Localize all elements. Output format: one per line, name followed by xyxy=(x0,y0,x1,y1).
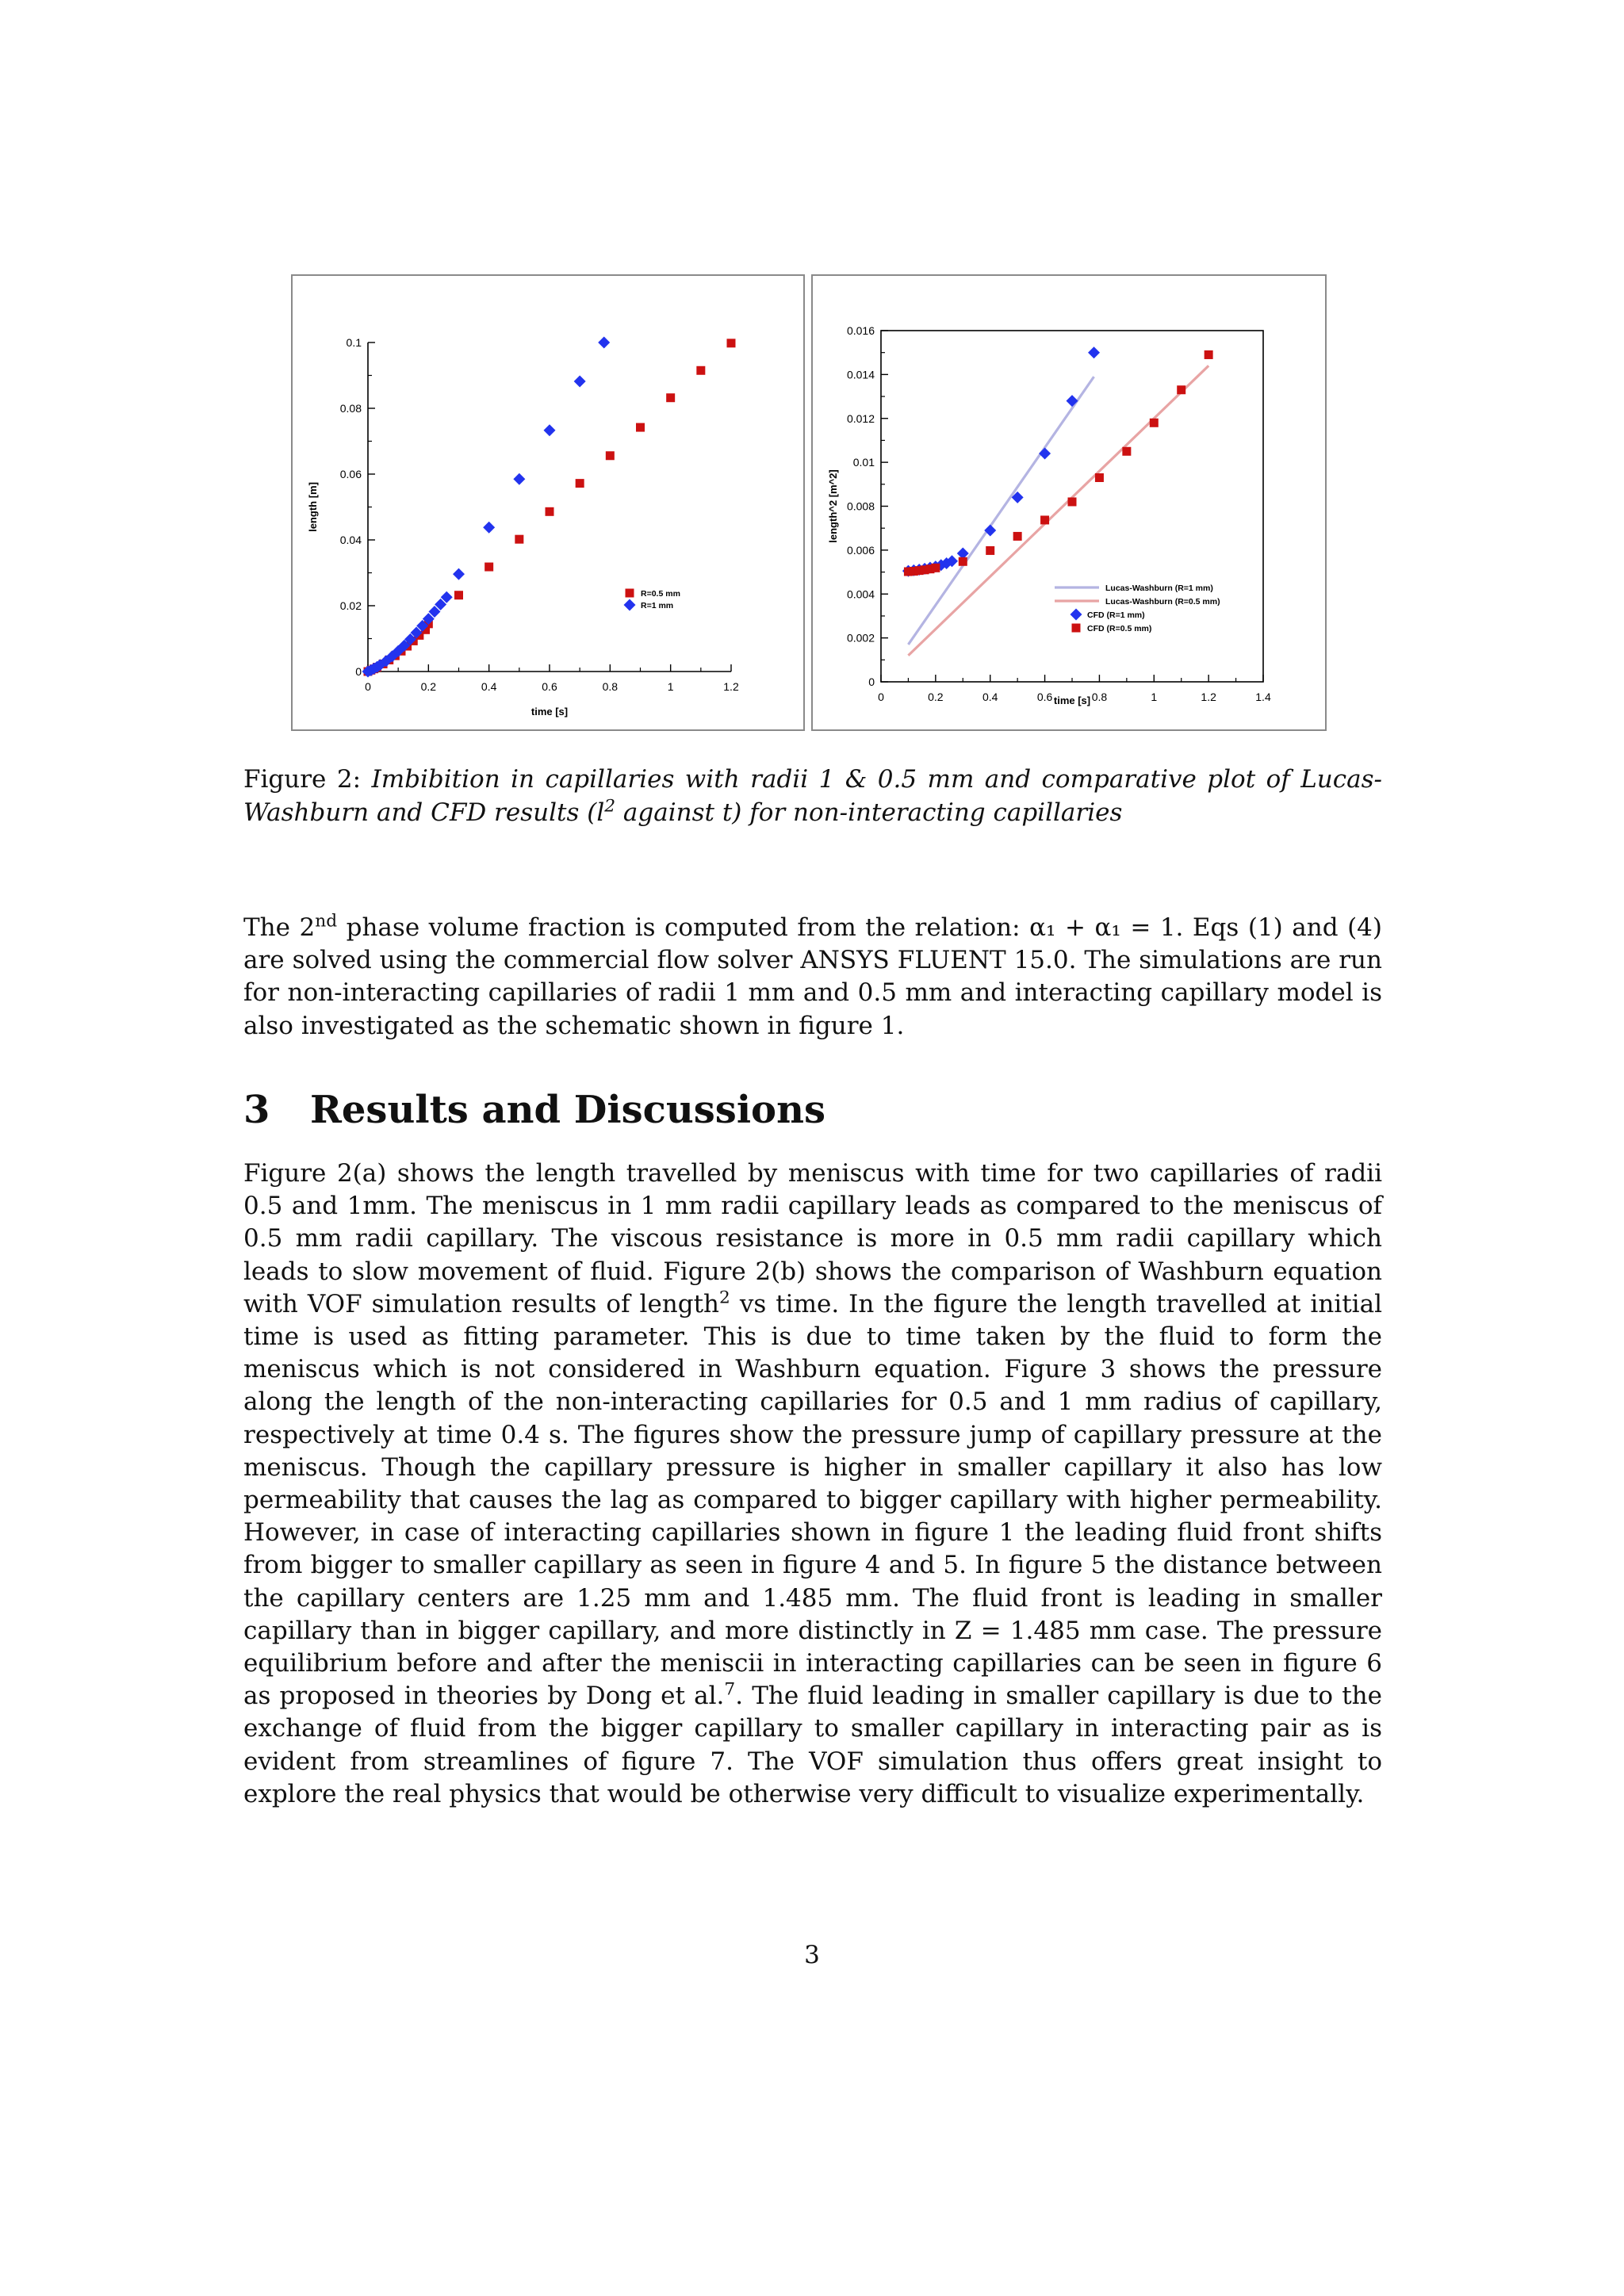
figure-2b-panel xyxy=(811,274,1327,731)
fig2a-data-point xyxy=(513,473,525,485)
para2-part-c: . The fluid leading in smaller capillary is due to the exchange of fluid from the bigger capillary to smaller capillary in interacting pair as is evident from streamlines of figure 7. The VOF simulation thus offers great insight to explore the real physics that would be otherwise very difficult to visualize experimentally. xyxy=(243,1682,1382,1808)
fig2b-legend-label: CFD (R=0.5 mm) xyxy=(1087,624,1152,633)
fig2b-y-tick-label: 0 xyxy=(868,675,875,688)
caption-text-start: Imbibition in capillaries with radii 1 & 0.5 mm and comparative plot of Lucas-Washburn and CFD results (l xyxy=(243,765,1383,827)
fig2a-data-point xyxy=(515,535,523,544)
fig2b-y-tick-label: 0.004 xyxy=(846,587,875,601)
fig2a-x-tick-label: 1 xyxy=(667,680,674,693)
fig2a-legend-marker xyxy=(626,589,634,598)
fig2a-data-point xyxy=(606,451,615,460)
fig2b-data-point xyxy=(1088,346,1100,358)
fig2b-x-tick-label: 0.8 xyxy=(1091,691,1108,703)
figure-2a-panel xyxy=(291,274,805,731)
fig2b-legend-label: CFD (R=1 mm) xyxy=(1087,610,1145,620)
fig2b-legend-marker xyxy=(1071,609,1082,621)
fig2a-y-tick-label: 0.06 xyxy=(339,468,362,480)
fig2b-y-tick-label: 0.008 xyxy=(846,499,875,513)
fig2a-data-point xyxy=(576,479,584,488)
fig2a-data-point xyxy=(483,522,495,534)
fig2a-x-tick-label: 0 xyxy=(365,680,371,693)
fig2b-data-point xyxy=(1013,532,1022,541)
fig2b-y-tick-label: 0.01 xyxy=(852,456,875,469)
fig2b-y-tick-label: 0.012 xyxy=(846,411,875,425)
fig2b-y-tick-label: 0.016 xyxy=(846,324,875,337)
fig2b-x-axis-label: time [s] xyxy=(1053,695,1091,706)
fig2b-data-point xyxy=(1095,473,1104,482)
fig2b-fit-line xyxy=(908,377,1094,645)
caption-text-end: against t) for non-interacting capillaries xyxy=(615,798,1123,827)
caption-sup: 2 xyxy=(604,796,616,817)
fig2b-data-point xyxy=(1177,385,1185,394)
fig2b-x-tick-label: 0.4 xyxy=(982,691,998,703)
para1-rest: phase volume fraction is computed from the relation: α₁ + α₁ = 1. Eqs (1) and (4) are solved using the commercial flow solver ANSYS FLUENT 15.0. The simulations are run for non-interacting capillaries of radii 1 mm and 0.5 mm and interacting capillary model is also investigated as the schematic shown in figure 1. xyxy=(243,913,1382,1040)
fig2b-fit-line xyxy=(908,365,1208,655)
fig2a-y-tick-label: 0.08 xyxy=(339,402,362,415)
para2-sup-2: 7 xyxy=(724,1679,736,1700)
fig2a-data-point xyxy=(485,563,493,572)
fig2a-data-point xyxy=(544,424,556,436)
fig2a-data-point xyxy=(666,393,675,402)
section-title: Results and Discussions xyxy=(310,1088,825,1132)
fig2a-data-point xyxy=(598,337,610,349)
fig2b-x-tick-label: 0.2 xyxy=(928,691,944,703)
fig2a-legend-label: R=1 mm xyxy=(641,601,674,610)
caption-text xyxy=(243,765,1382,827)
section-heading xyxy=(243,1088,825,1132)
fig2a-x-axis-label: time [s] xyxy=(530,706,569,718)
fig2b-x-tick-label: 1.4 xyxy=(1255,691,1271,703)
fig2a-legend-marker xyxy=(624,599,636,611)
fig2a-x-tick-label: 0.2 xyxy=(420,680,437,693)
fig2b-data-point xyxy=(1068,497,1077,506)
fig2b-data-point xyxy=(986,546,994,555)
section-number: 3 xyxy=(243,1088,270,1132)
fig2b-x-tick-label: 0 xyxy=(878,691,884,703)
fig2b-legend-label: Lucas-Washburn (R=1 mm) xyxy=(1105,584,1213,593)
page-number: 3 xyxy=(804,1941,820,1969)
fig2b-x-tick-label: 1.2 xyxy=(1201,691,1216,703)
paragraph-methods xyxy=(243,912,1382,1043)
fig2a-data-point xyxy=(453,568,465,580)
fig2a-legend-label: R=0.5 mm xyxy=(641,589,680,599)
fig2a-data-point xyxy=(696,366,705,375)
fig2a-data-point xyxy=(574,375,586,387)
fig2b-legend-marker xyxy=(1072,624,1081,633)
fig2a-x-tick-label: 0.6 xyxy=(542,680,557,693)
para2-part-b: vs time. In the figure the length travelled at initial time is used as fitting parameter. This is due to time taken by the fluid to form the meniscus which is not considered in Washburn equation. Figure 3 shows the pressure along the length of the non-interacting capillaries for 0.5 and 1 mm radius of capillary, respectively at time 0.4 s. The figures show the pressure jump of capillary pressure at the meniscus. Though the capillary pressure is higher in smaller capillary it also has low permeability that causes the lag as compared to bigger capillary with higher permeability. However, in case of interacting capillaries shown in figure 1 the leading fluid front shifts from bigger to smaller capillary as seen in figure 4 and 5. In figure 5 the distance between the capillary centers are 1.25 mm and 1.485 mm. The fluid front is leading in smaller capillary than in bigger capillary, and more distinctly in Z = 1.485 mm case. The pressure equilibrium before and after the meniscii in interacting capillaries can be seen in figure 6 as proposed in theories by Dong et al. xyxy=(243,1289,1382,1711)
fig2b-data-point xyxy=(1122,447,1131,456)
fig2a-y-tick-label: 0.1 xyxy=(346,336,362,349)
fig2b-data-point xyxy=(1039,448,1051,460)
para1-start: The 2 xyxy=(243,913,316,942)
fig2b-data-point xyxy=(1067,395,1078,407)
fig2b-y-tick-label: 0.002 xyxy=(846,631,875,645)
fig2b-y-tick-label: 0.006 xyxy=(846,543,875,557)
fig2b-y-axis-label: length^2 [m^2] xyxy=(827,469,839,543)
para1-sup: nd xyxy=(315,911,338,932)
fig2b-data-point xyxy=(1040,515,1049,524)
figure-2a-chart xyxy=(293,276,803,729)
fig2b-x-tick-label: 0.6 xyxy=(1036,691,1053,703)
para2-sup-1: 2 xyxy=(719,1288,730,1308)
fig2a-y-axis-label: length [m] xyxy=(307,482,319,532)
fig2b-data-point xyxy=(959,557,967,566)
para2-part-a: Figure 2(a) shows the length travelled by meniscus with time for two capillaries of radii 0.5 and 1mm. The meniscus in 1 mm radii capillary leads as compared to the meniscus of 0.5 mm radii capillary. The viscous resistance is more in 0.5 mm radii capillary which leads to slow movement of fluid. Figure 2(b) shows the comparison of Washburn equation with VOF simulation results of length xyxy=(243,1159,1382,1318)
fig2b-data-point xyxy=(931,564,940,572)
fig2a-y-tick-label: 0.04 xyxy=(339,534,362,546)
caption-label: Figure 2: xyxy=(243,765,362,794)
fig2b-y-tick-label: 0.014 xyxy=(846,368,875,381)
fig2a-x-tick-label: 0.4 xyxy=(481,680,497,693)
fig2a-data-point xyxy=(727,339,736,347)
fig2a-x-tick-label: 1.2 xyxy=(723,680,739,693)
fig2b-data-point xyxy=(1205,350,1213,359)
figure-2b-chart xyxy=(813,276,1325,729)
fig2a-y-tick-label: 0 xyxy=(355,665,362,678)
fig2a-data-point xyxy=(546,507,554,516)
paragraph-results xyxy=(243,1158,1382,1811)
fig2a-data-point xyxy=(636,423,645,432)
fig2a-y-tick-label: 0.02 xyxy=(339,599,362,612)
fig2b-data-point xyxy=(1150,419,1159,427)
fig2a-x-tick-label: 0.8 xyxy=(602,680,619,693)
fig2a-data-point xyxy=(454,591,463,599)
figure-caption xyxy=(243,763,1382,829)
fig2b-legend-label: Lucas-Washburn (R=0.5 mm) xyxy=(1105,597,1220,607)
fig2b-x-tick-label: 1 xyxy=(1151,691,1158,703)
